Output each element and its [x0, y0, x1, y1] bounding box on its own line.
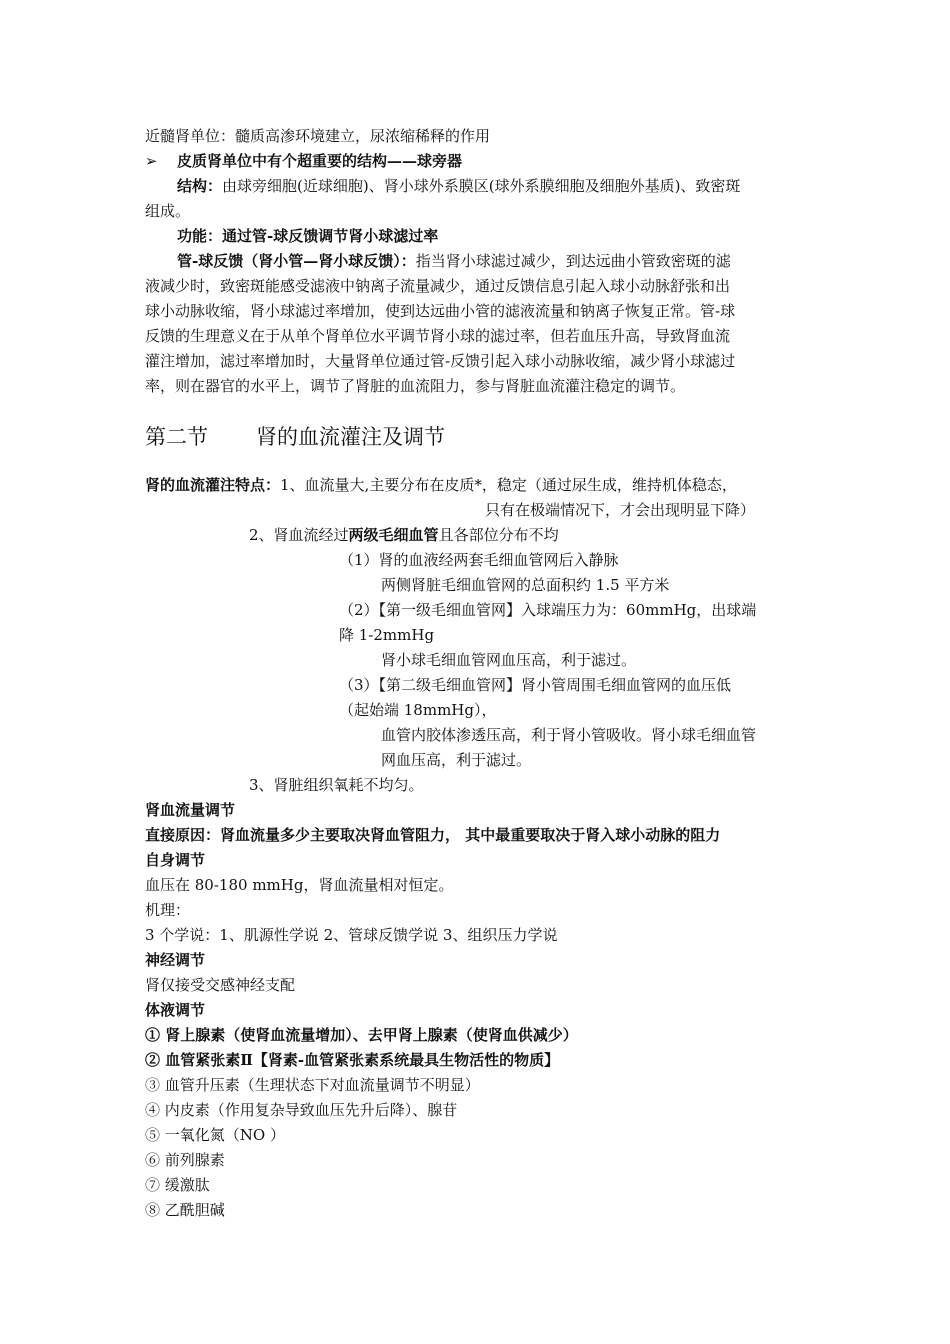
- perfusion-point-2-post: 且各部位分布不均: [438, 526, 559, 544]
- tgf-line-1: [177, 249, 731, 274]
- autoregulation-text: 血压在 80-180 mmHg，肾血流量相对恒定。: [145, 876, 454, 894]
- humoral-item-7: ⑦ 缓激肽: [145, 1176, 210, 1194]
- perfusion-point-3: 3、肾脏组织氧耗不均匀。: [249, 776, 424, 794]
- perfusion-point-2-pre: 2、肾血流经过: [249, 526, 349, 544]
- structure-label: 结构：: [177, 177, 223, 195]
- perfusion-point-1: 1、血流量大,主要分布在皮质*，稳定（通过尿生成，维持机体稳态，: [280, 476, 737, 494]
- tgf-line-6: 率，则在器官的水平上，调节了肾脏的血流阻力，参与肾脏血流灌注稳定的调节。: [145, 377, 686, 395]
- cortical-nephron-heading: 皮质肾单位中有个超重要的结构——球旁器: [177, 152, 463, 170]
- juxtamedullary-line: 近髓肾单位：髓质高渗环境建立，尿浓缩稀释的作用: [145, 127, 491, 145]
- humoral-item-8: ⑧ 乙酰胆碱: [145, 1201, 225, 1219]
- sub-point-3: （3）【第二级毛细血管网】肾小管周围毛细血管网的血压低: [339, 676, 732, 694]
- section-heading: [145, 422, 445, 452]
- sub-point-2: （2）【第一级毛细血管网】入球端压力为：60mmHg，出球端: [339, 601, 757, 619]
- humoral-item-1: ① 肾上腺素（使肾血流量增加）、去甲肾上腺素（使肾血供减少）: [145, 1026, 578, 1044]
- tgf-label: 管-球反馈（肾小管—肾小球反馈）：: [177, 252, 416, 270]
- sub-point-2-detail: 肾小球毛细血管网血压高，利于滤过。: [381, 651, 637, 669]
- tgf-line-3: 球小动脉收缩，肾小球滤过率增加，使到达远曲小管的滤液流量和钠离子恢复正常。管-球: [145, 302, 736, 320]
- direct-cause-line: 直接原因：肾血流量多少主要取决肾血管阻力， 其中最重要取决于肾入球小动脉的阻力: [145, 826, 721, 844]
- perfusion-point-1-cont: 只有在极端情况下，才会出现明显下降）: [485, 501, 756, 519]
- mechanism-text: 3 个学说：1、肌源性学说 2、管球反馈学说 3、组织压力学说: [145, 926, 558, 944]
- tgf-line-2: 液减少时，致密斑能感受滤液中钠离子流量减少，通过反馈信息引起入球小动脉舒张和出: [145, 277, 731, 295]
- tgf-line-4: 反馈的生理意义在于从单个肾单位水平调节肾小球的滤过率，但若血压升高，导致肾血流: [145, 327, 731, 345]
- sub-point-1: （1）肾的血液经两套毛细血管网后入静脉: [339, 551, 619, 569]
- sub-point-1-detail: 两侧肾脏毛细血管网的总面积约 1.5 平方米: [381, 576, 670, 594]
- neural-text: 肾仅接受交感神经支配: [145, 976, 296, 994]
- humoral-item-5: ⑤ 一氧化氮（NO ）: [145, 1126, 285, 1144]
- neural-heading: 神经调节: [145, 951, 206, 969]
- regulation-heading: 肾血流量调节: [145, 801, 236, 819]
- perfusion-line-1: [145, 473, 737, 498]
- structure-text-cont: 组成。: [145, 202, 191, 220]
- humoral-item-6: ⑥ 前列腺素: [145, 1151, 225, 1169]
- bullet-arrow-icon: ➢: [145, 152, 158, 170]
- humoral-item-4: ④ 内皮素（作用复杂导致血压先升后降）、腺苷: [145, 1101, 458, 1119]
- humoral-heading: 体液调节: [145, 1001, 206, 1019]
- sub-point-3-detail-cont: 网血压高，利于滤过。: [381, 751, 532, 769]
- autoregulation-heading: 自身调节: [145, 851, 206, 869]
- section-title: 肾的血流灌注及调节: [256, 425, 445, 449]
- tgf-text-1: 指当肾小球滤过减少，到达远曲小管致密斑的滤: [415, 252, 731, 270]
- section-number: 第二节: [145, 425, 208, 449]
- humoral-item-2: ② 血管紧张素Ⅱ【肾素-血管紧张素系统最具生物活性的物质】: [145, 1051, 560, 1069]
- perfusion-point-2-bold: 两级毛细血管: [348, 526, 439, 544]
- sub-point-2-cont: 降 1-2mmHg: [339, 626, 435, 644]
- sub-point-3-detail: 血管内胶体渗透压高，利于肾小管吸收。肾小球毛细血管: [381, 726, 757, 744]
- mechanism-label: 机理：: [145, 901, 191, 919]
- structure-line: [177, 174, 740, 199]
- tgf-line-5: 灌注增加，滤过率增加时，大量肾单位通过管-反馈引起入球小动脉收缩，减少肾小球滤过: [145, 352, 736, 370]
- structure-text: 由球旁细胞(近球细胞)、肾小球外系膜区(球外系膜细胞及细胞外基质)、致密斑: [222, 177, 741, 195]
- sub-point-3-cont: （起始端 18mmHg），: [339, 701, 497, 719]
- function-line: 功能：通过管-球反馈调节肾小球滤过率: [177, 227, 439, 245]
- perfusion-label: 肾的血流灌注特点：: [145, 476, 281, 494]
- perfusion-point-2: [249, 523, 559, 548]
- humoral-item-3: ③ 血管升压素（生理状态下对血流量调节不明显）: [145, 1076, 480, 1094]
